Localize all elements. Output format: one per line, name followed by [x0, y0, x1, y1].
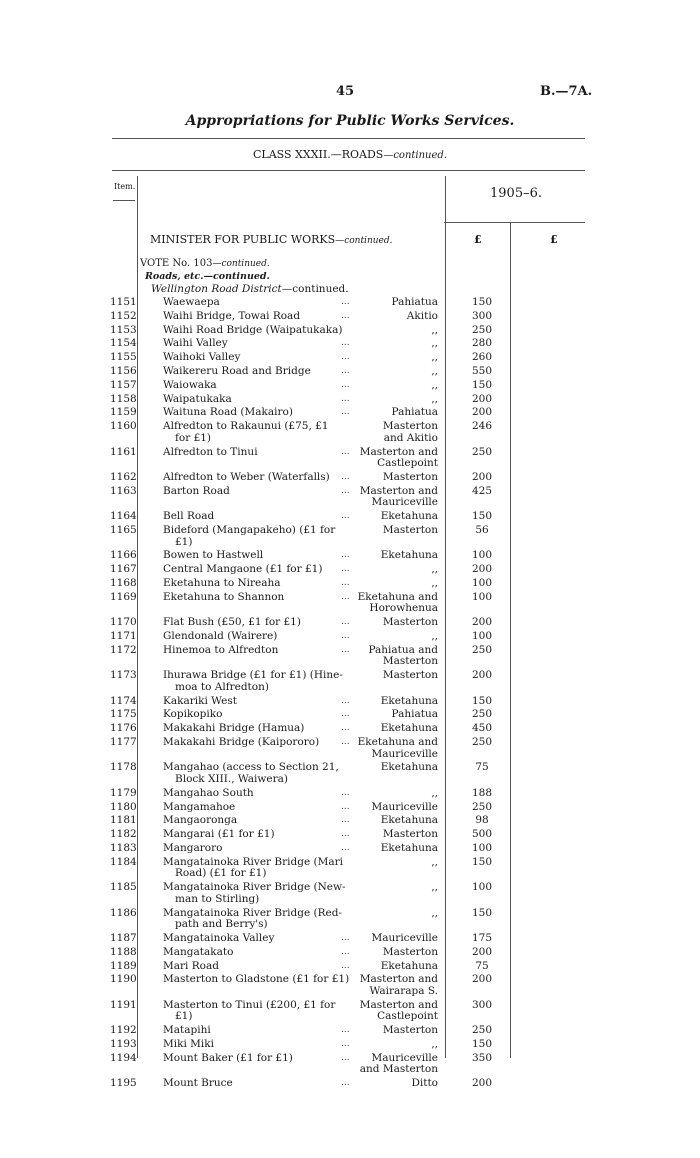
- leader-dots: ...: [341, 801, 350, 812]
- leader-dots: ...: [341, 1025, 350, 1036]
- item-description: Kopikopiko: [163, 708, 223, 721]
- item-number: 1184: [110, 855, 137, 868]
- item-number: 1179: [110, 786, 137, 799]
- item-description: Mangaroro: [163, 842, 223, 854]
- item-number: 1181: [110, 814, 137, 827]
- item-location: Masterton: [382, 471, 438, 483]
- item-description: Mangatainoka Valley: [163, 932, 275, 944]
- item-amount: 75: [475, 761, 489, 774]
- item-location: ,,: [431, 906, 438, 919]
- item-amount: 56: [475, 524, 489, 536]
- item-location: Pahiatua: [391, 708, 438, 721]
- item-location: ,,: [431, 378, 438, 391]
- item-amount: 450: [471, 722, 493, 735]
- page-title: Appropriations for Public Works Services.: [185, 113, 515, 129]
- item-amount: 200: [471, 392, 493, 405]
- item-location: ,,: [431, 323, 438, 336]
- item-description: Mangarai (£1 for £1): [163, 828, 275, 841]
- leader-dots: ...: [341, 338, 350, 349]
- item-number: 1189: [110, 959, 137, 972]
- item-amount: 100: [471, 549, 493, 562]
- item-amount: 200: [471, 669, 493, 682]
- item-number: 1157: [110, 378, 137, 391]
- pound-header-1: £: [474, 233, 482, 246]
- leader-dots: ...: [341, 829, 350, 840]
- item-amount: 150: [471, 1038, 493, 1050]
- item-description: Waituna Road (Makairo): [163, 406, 293, 419]
- item-number: 1178: [110, 761, 137, 774]
- item-number: 1153: [110, 323, 137, 336]
- item-location: ,,: [431, 337, 438, 350]
- item-number: 1171: [110, 630, 137, 642]
- year-header-rule: [444, 222, 585, 223]
- item-amount: 175: [471, 932, 493, 944]
- item-location: ,,: [431, 577, 438, 589]
- location-column-divider: [445, 176, 446, 1058]
- item-description: Waiowaka: [163, 378, 217, 391]
- item-amount: 280: [471, 337, 493, 350]
- item-location: Eketahuna: [380, 694, 438, 707]
- item-description: Bell Road: [163, 510, 215, 523]
- item-description: Mangatainoka River Bridge (Mari Road) (£1 for £1): [163, 855, 343, 880]
- item-header-rule: [113, 200, 135, 201]
- leader-dots: ...: [341, 933, 350, 943]
- leader-dots: ...: [341, 695, 350, 706]
- item-number: 1164: [110, 510, 137, 523]
- item-number: 1163: [110, 484, 137, 497]
- leader-dots: ...: [341, 393, 350, 404]
- item-amount: 250: [471, 1024, 493, 1037]
- item-amount: 100: [471, 842, 493, 854]
- item-number: 1154: [110, 337, 137, 350]
- item-location: Masterton: [382, 1024, 438, 1037]
- leader-dots: ...: [341, 297, 350, 307]
- item-description: Glendonald (Wairere): [163, 630, 278, 642]
- item-location: Pahiatua and Masterton: [368, 643, 438, 668]
- item-location: Eketahuna: [380, 814, 438, 827]
- item-number: 1173: [110, 669, 137, 682]
- item-amount: 250: [471, 800, 493, 813]
- item-description: Waihi Bridge, Towai Road: [163, 309, 301, 322]
- item-amount: 250: [471, 708, 493, 721]
- item-number: 1176: [110, 722, 137, 735]
- item-location: ,,: [431, 786, 438, 799]
- item-description: Waihi Valley: [163, 337, 228, 350]
- year-column-header: 1905–6.: [490, 186, 542, 201]
- item-amount: 260: [471, 351, 493, 364]
- item-location: ,,: [431, 881, 438, 894]
- item-number: 1165: [110, 524, 137, 536]
- item-number: 1155: [110, 351, 137, 364]
- item-description: Eketahuna to Nireaha: [163, 577, 281, 589]
- item-description: Waewaepa: [163, 296, 220, 308]
- item-number: 1180: [110, 800, 137, 813]
- item-amount: 188: [471, 786, 493, 799]
- leader-dots: ...: [341, 379, 350, 390]
- item-amount: 246: [471, 420, 493, 433]
- item-location: Masterton: [382, 524, 438, 536]
- item-description: Makakahi Bridge (Kaipororo): [163, 736, 320, 748]
- item-number: 1193: [110, 1038, 137, 1050]
- leader-dots: ...: [341, 485, 350, 496]
- class-rule: [112, 170, 585, 171]
- item-location: Masterton and Castlepoint: [359, 445, 438, 470]
- item-description: Makakahi Bridge (Hamua): [163, 722, 305, 735]
- item-number: 1168: [110, 577, 137, 589]
- item-amount: 250: [471, 643, 493, 656]
- ministry-heading: MINISTER FOR PUBLIC WORKS—continued.: [150, 233, 393, 246]
- item-description: Mount Baker (£1 for £1): [163, 1051, 293, 1064]
- item-location: Pahiatua: [391, 406, 438, 419]
- item-amount: 200: [471, 973, 493, 986]
- amount-column-divider: [510, 222, 511, 1058]
- item-number: 1170: [110, 616, 137, 629]
- item-amount: 98: [475, 814, 489, 827]
- item-description: Central Mangaone (£1 for £1): [163, 563, 323, 576]
- item-number: 1195: [110, 1077, 137, 1090]
- item-location: Eketahuna and Horowhenua: [357, 590, 438, 615]
- item-number: 1188: [110, 945, 137, 958]
- item-description: Flat Bush (£50, £1 for £1): [163, 616, 301, 629]
- item-number: 1158: [110, 392, 137, 405]
- item-location: ,,: [431, 855, 438, 868]
- item-description: Mangatakato: [163, 945, 234, 958]
- item-location: Mauriceville and Masterton: [359, 1051, 438, 1076]
- item-number: 1151: [110, 296, 137, 308]
- item-amount: 200: [471, 616, 493, 629]
- item-description: Mangatainoka River Bridge (New- man to Stirling): [163, 881, 346, 905]
- item-location: ,,: [431, 365, 438, 377]
- item-amount: 100: [471, 577, 493, 589]
- item-description: Matapihi: [163, 1024, 211, 1037]
- item-amount: 425: [471, 484, 493, 497]
- item-location: Eketahuna: [380, 549, 438, 562]
- item-amount: 100: [471, 590, 493, 603]
- item-description: Mount Bruce: [163, 1077, 233, 1090]
- leader-dots: ...: [341, 843, 350, 853]
- item-number: 1177: [110, 736, 137, 748]
- item-number: 1169: [110, 590, 137, 603]
- item-description: Waipatukaka: [163, 392, 232, 405]
- leader-dots: ...: [341, 591, 350, 602]
- item-location: Mauriceville: [371, 800, 438, 813]
- paper-reference: B.—7A.: [540, 84, 593, 99]
- item-location: Masterton and Akitio: [382, 420, 438, 444]
- item-description: Bideford (Mangapakeho) (£1 for £1): [163, 524, 336, 548]
- leader-dots: ...: [341, 564, 350, 575]
- item-amount: 250: [471, 736, 493, 748]
- item-location: Eketahuna: [380, 842, 438, 854]
- item-column-divider: [137, 176, 138, 1058]
- leader-dots: ...: [341, 352, 350, 363]
- leader-dots: ...: [341, 960, 350, 971]
- item-number: 1191: [110, 998, 137, 1011]
- item-amount: 75: [475, 959, 489, 972]
- item-amount: 300: [471, 309, 493, 322]
- item-location: Masterton and Castlepoint: [359, 998, 438, 1023]
- item-description: Hinemoa to Alfredton: [163, 643, 279, 656]
- leader-dots: ...: [341, 815, 350, 826]
- item-number: 1185: [110, 881, 137, 894]
- item-location: Masterton: [382, 669, 438, 682]
- item-description: Alfredton to Weber (Waterfalls): [163, 471, 330, 483]
- item-description: Waihoki Valley: [163, 351, 241, 364]
- item-location: Eketahuna: [380, 959, 438, 972]
- leader-dots: ...: [341, 723, 350, 734]
- item-column-header: Item.: [114, 182, 136, 191]
- item-amount: 200: [471, 406, 493, 419]
- leader-dots: ...: [341, 787, 350, 798]
- item-location: Mauriceville: [371, 932, 438, 944]
- item-amount: 200: [471, 945, 493, 958]
- item-amount: 200: [471, 563, 493, 576]
- item-location: Eketahuna: [380, 761, 438, 774]
- item-amount: 200: [471, 1077, 493, 1090]
- item-amount: 550: [471, 365, 493, 377]
- leader-dots: ...: [341, 1078, 350, 1089]
- item-description: Masterton to Tinui (£200, £1 for £1): [163, 998, 336, 1023]
- item-location: Eketahuna: [380, 510, 438, 523]
- item-number: 1172: [110, 643, 137, 656]
- item-location: ,,: [431, 1038, 438, 1050]
- item-description: Masterton to Gladstone (£1 for £1): [163, 973, 350, 986]
- item-number: 1156: [110, 365, 137, 377]
- leader-dots: ...: [341, 310, 350, 321]
- item-location: Ditto: [411, 1077, 438, 1090]
- item-location: Masterton: [382, 616, 438, 629]
- item-description: Mangahao (access to Section 21, Block XIII., Waiwera): [163, 761, 339, 785]
- item-description: Bowen to Hastwell: [163, 549, 264, 562]
- item-description: Barton Road: [163, 484, 230, 497]
- item-description: Mangahao South: [163, 786, 254, 799]
- item-amount: 500: [471, 828, 493, 841]
- item-description: Alfredton to Tinui: [163, 445, 258, 458]
- item-amount: 150: [471, 694, 493, 707]
- item-description: Miki Miki: [163, 1038, 214, 1050]
- item-amount: 100: [471, 881, 493, 894]
- item-description: Mari Road: [163, 959, 219, 972]
- item-location: Akitio: [406, 309, 438, 322]
- item-description: Waihi Road Bridge (Waipatukaka): [163, 323, 343, 336]
- item-number: 1160: [110, 420, 137, 433]
- item-number: 1190: [110, 973, 137, 986]
- roads-heading: Roads, etc.—continued.: [145, 271, 270, 282]
- item-description: Eketahuna to Shannon: [163, 590, 285, 603]
- item-location: Masterton: [382, 828, 438, 841]
- item-amount: 150: [471, 296, 493, 308]
- item-amount: 300: [471, 998, 493, 1011]
- item-location: Eketahuna: [380, 722, 438, 735]
- item-location: Masterton and Wairarapa S.: [359, 973, 438, 997]
- leader-dots: ...: [341, 578, 350, 588]
- vote-heading: VOTE No. 103—continued.: [140, 258, 270, 269]
- item-amount: 150: [471, 510, 493, 523]
- leader-dots: ...: [341, 366, 350, 376]
- page-number: 45: [336, 84, 355, 99]
- item-amount: 250: [471, 445, 493, 458]
- item-number: 1183: [110, 842, 137, 854]
- item-location: ,,: [431, 392, 438, 405]
- item-description: Mangaoronga: [163, 814, 238, 827]
- leader-dots: ...: [341, 1039, 350, 1049]
- item-description: Mangatainoka River Bridge (Red- path and Berry's): [163, 906, 342, 931]
- item-amount: 100: [471, 630, 493, 642]
- item-location: ,,: [431, 563, 438, 576]
- item-number: 1159: [110, 406, 137, 419]
- item-amount: 150: [471, 378, 493, 391]
- class-heading: CLASS XXXII.—ROADS—continued.: [253, 148, 447, 161]
- leader-dots: ...: [341, 617, 350, 628]
- item-location: ,,: [431, 630, 438, 642]
- item-number: 1174: [110, 694, 137, 707]
- item-number: 1161: [110, 445, 137, 458]
- leader-dots: ...: [341, 644, 350, 655]
- item-description: Ihurawa Bridge (£1 for £1) (Hine- moa to Alfredton): [163, 669, 343, 693]
- item-description: Mangamahoe: [163, 800, 236, 813]
- item-number: 1186: [110, 906, 137, 919]
- district-heading: Wellington Road District—continued.: [151, 283, 349, 295]
- leader-dots: ...: [341, 1052, 350, 1063]
- item-number: 1187: [110, 932, 137, 944]
- item-amount: 350: [471, 1051, 493, 1064]
- item-number: 1182: [110, 828, 137, 841]
- item-location: Masterton and Mauriceville: [359, 484, 438, 509]
- leader-dots: ...: [341, 407, 350, 418]
- item-amount: 150: [471, 906, 493, 919]
- item-number: 1167: [110, 563, 137, 576]
- item-location: Masterton: [382, 945, 438, 958]
- title-rule: [112, 138, 585, 139]
- item-amount: 200: [471, 471, 493, 483]
- item-number: 1194: [110, 1051, 137, 1064]
- leader-dots: ...: [341, 946, 350, 957]
- item-location: Eketahuna and Mauriceville: [357, 736, 438, 760]
- item-number: 1162: [110, 471, 137, 483]
- item-location: Pahiatua: [391, 296, 438, 308]
- item-description: Kakariki West: [163, 694, 237, 707]
- leader-dots: ...: [341, 709, 350, 720]
- leader-dots: ...: [341, 631, 350, 641]
- leader-dots: ...: [341, 446, 350, 457]
- leader-dots: ...: [341, 737, 350, 747]
- leader-dots: ...: [341, 550, 350, 561]
- pound-header-2: £: [550, 233, 558, 246]
- leader-dots: ...: [341, 511, 350, 522]
- item-description: Alfredton to Rakaunui (£75, £1 for £1): [163, 420, 329, 444]
- item-amount: 150: [471, 855, 493, 868]
- item-number: 1175: [110, 708, 137, 721]
- item-number: 1192: [110, 1024, 137, 1037]
- item-number: 1166: [110, 549, 137, 562]
- item-location: ,,: [431, 351, 438, 364]
- item-number: 1152: [110, 309, 137, 322]
- item-description: Waikereru Road and Bridge: [163, 365, 311, 377]
- leader-dots: ...: [341, 472, 350, 482]
- item-amount: 250: [471, 323, 493, 336]
